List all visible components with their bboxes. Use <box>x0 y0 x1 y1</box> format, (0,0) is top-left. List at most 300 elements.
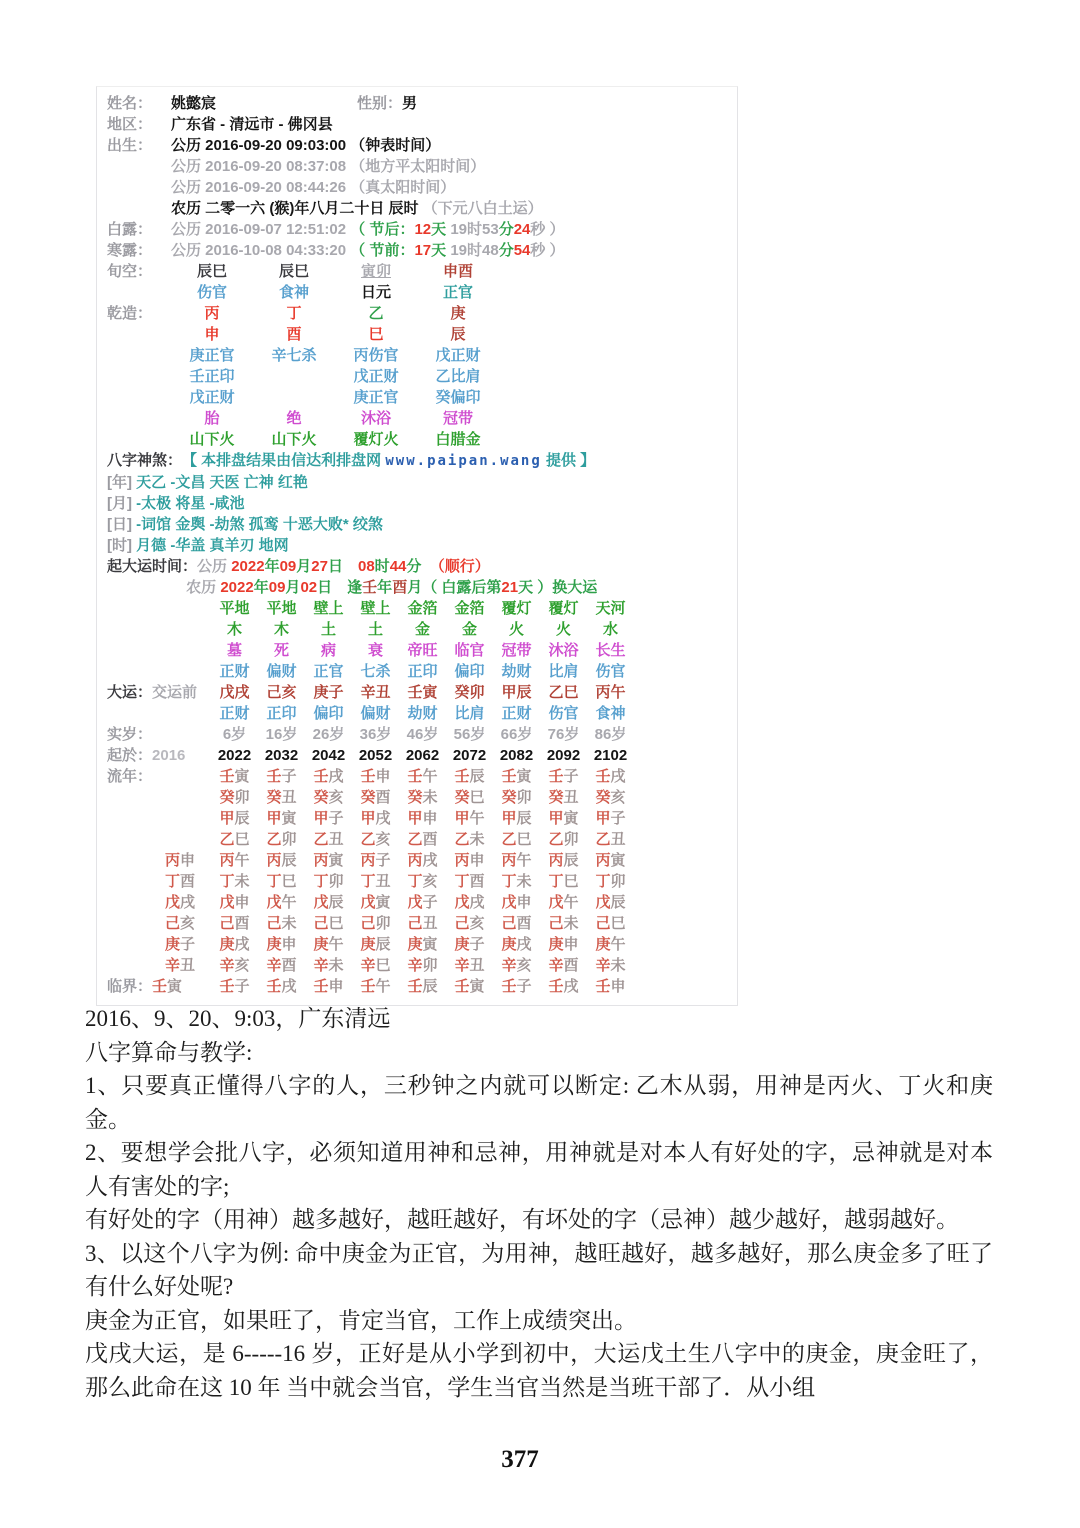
flow-year-cell <box>540 808 587 829</box>
flow-year-cell <box>540 976 587 997</box>
flow-year-stem: 乙 <box>360 831 376 848</box>
luck-nayin2-cell: 木 <box>226 621 242 638</box>
birth-line <box>107 198 737 219</box>
flow-year-stem: 丁 <box>595 873 611 890</box>
luck-nayin2-row <box>107 619 737 640</box>
luck-nayin2-cell: 金 <box>414 621 430 638</box>
flow-year-stem: 乙 <box>407 831 423 848</box>
ten-god-cell: 食神 <box>278 284 309 301</box>
flow-year-stem: 丁 <box>501 873 517 890</box>
flow-year-stem: 丁 <box>360 873 376 890</box>
flow-year-branch: 申 <box>563 936 579 953</box>
flow-year-branch: 亥 <box>179 915 195 932</box>
flow-year-stem: 乙 <box>548 831 564 848</box>
flow-year-cell <box>352 976 399 997</box>
luck-age-cell: 86岁 <box>594 726 627 743</box>
solar-term-segment: 秒 ） <box>530 242 565 259</box>
flow-year-stem: 乙 <box>454 831 470 848</box>
flow-year-cell <box>446 829 493 850</box>
flow-year-branch: 卯 <box>375 915 391 932</box>
flow-year-stem: 戊 <box>454 894 470 911</box>
flow-year-row <box>107 913 737 934</box>
luck-stage-cell: 帝旺 <box>407 642 438 659</box>
flow-year-stem: 戊 <box>407 894 423 911</box>
birth-line <box>107 135 737 156</box>
flow-year-stem: 戊 <box>219 894 235 911</box>
flow-year-branch: 亥 <box>328 789 344 806</box>
flow-year-branch: 午 <box>610 936 626 953</box>
flow-year-side-pillar <box>165 873 195 890</box>
flow-year-stem: 戊 <box>595 894 611 911</box>
solar-term-segment: 天 <box>431 242 451 259</box>
flow-year-side <box>107 976 211 997</box>
flow-year-branch: 戌 <box>469 894 485 911</box>
luck-stage-cell: 临官 <box>454 642 485 659</box>
branch-cell: 辰 <box>450 326 466 343</box>
flow-year-cell <box>587 787 634 808</box>
flow-year-branch: 戌 <box>516 936 532 953</box>
luck-nayin1-cell: 覆灯 <box>548 600 579 617</box>
solar-term-segment: 分 <box>498 221 514 238</box>
bazi-chart-panel <box>96 86 738 1006</box>
flow-year-branch: 丑 <box>469 957 485 974</box>
flow-year-cell <box>493 871 540 892</box>
dayun-start-segment: 天 ）换大运 <box>518 579 598 596</box>
flow-year-branch: 戌 <box>328 768 344 785</box>
luck-branch-god-cell: 偏印 <box>313 705 344 722</box>
flow-year-branch: 辰 <box>422 978 438 995</box>
solar-term-line <box>107 219 737 240</box>
dayun-start-block <box>107 556 737 598</box>
luck-year-cell: 2082 <box>499 747 534 764</box>
luck-pillar-cell: 甲辰 <box>501 684 532 701</box>
solar-term-segment: （ 节后： <box>350 221 415 238</box>
luck-age-label <box>107 724 211 745</box>
flow-year-stem: 壬 <box>501 978 517 995</box>
flow-year-cell <box>399 955 446 976</box>
luck-branch-god-cell: 比肩 <box>454 705 485 722</box>
natal-pillars-block <box>107 261 737 450</box>
flow-year-stem: 壬 <box>595 768 611 785</box>
dayun-start-segment: 年 <box>264 558 280 575</box>
luck-nayin1-cell: 壁上 <box>313 600 344 617</box>
luck-stage-cell: 长生 <box>595 642 626 659</box>
flow-year-branch: 戌 <box>234 936 250 953</box>
flow-year-stem: 丙 <box>501 852 517 869</box>
flow-year-cell <box>446 913 493 934</box>
flow-year-stem: 丁 <box>548 873 564 890</box>
flow-year-cell <box>493 892 540 913</box>
flow-year-branch: 巳 <box>516 831 532 848</box>
shensha-items: -词馆 金舆 -劫煞 孤鸾 十恶大败* 绞煞 <box>136 516 383 533</box>
shensha-items: 天乙 -文昌 天医 亡神 红艳 <box>136 474 308 491</box>
ten-god-row <box>107 282 737 303</box>
shensha-pillar-tag: [时] <box>107 537 137 554</box>
flow-year-stem: 乙 <box>595 831 611 848</box>
solar-term-segment: 54 <box>513 242 531 259</box>
flow-year-cell <box>587 955 634 976</box>
dayun-start-segment: （顺行） <box>429 558 490 575</box>
birth-line-note: （下元八白土运） <box>422 200 543 217</box>
flow-year-stem: 庚 <box>595 936 611 953</box>
flow-year-branch: 丑 <box>422 915 438 932</box>
flow-year-cell <box>399 766 446 787</box>
body-paragraph: 2016、9、20、9:03，广东清远 <box>85 1006 391 1031</box>
dayun-start-segment: 逢 <box>347 579 363 596</box>
flow-year-branch: 子 <box>234 978 250 995</box>
luck-branch-god-cell: 偏财 <box>360 705 391 722</box>
flow-year-stem: 己 <box>266 915 282 932</box>
flow-year-cell <box>446 955 493 976</box>
luck-pillar-table <box>107 598 737 766</box>
luck-stage-cell: 死 <box>273 642 289 659</box>
dayun-start-segment: 02 <box>300 579 318 596</box>
flow-year-branch: 辰 <box>516 810 532 827</box>
flow-year-branch: 巳 <box>375 957 391 974</box>
luck-branch-god-cell: 劫财 <box>407 705 438 722</box>
hidden-stem-cell: 庚正官 <box>353 389 399 406</box>
birth-line-text: 公历 2016-09-20 08:44:26 （真太阳时间） <box>171 179 456 196</box>
xunkong-row <box>107 261 737 282</box>
flow-year-row <box>107 871 737 892</box>
solar-term-segment: （ 节前： <box>350 242 415 259</box>
flow-year-branch: 亥 <box>375 831 391 848</box>
luck-year-cell: 2042 <box>311 747 346 764</box>
shensha-pillar-tag: [年] <box>107 474 137 491</box>
flow-year-cell <box>446 787 493 808</box>
hidden-stem-row <box>107 366 737 387</box>
flow-year-branch: 酉 <box>516 915 532 932</box>
solar-term-segment: 天 <box>431 221 451 238</box>
dayun-start-line <box>107 577 737 598</box>
flow-year-stem: 丙 <box>595 852 611 869</box>
flow-year-branch: 巳 <box>281 873 297 890</box>
dayun-start-segment: 月 <box>285 579 301 596</box>
stem-cell: 乙 <box>368 305 384 322</box>
flow-year-branch: 酉 <box>281 957 297 974</box>
shensha-row <box>107 472 737 493</box>
flow-year-row <box>107 850 737 871</box>
flow-year-cell <box>446 892 493 913</box>
flow-year-cell <box>305 934 352 955</box>
flow-year-stem: 壬 <box>501 768 517 785</box>
flow-year-cell <box>352 808 399 829</box>
flow-year-stem: 壬 <box>313 978 329 995</box>
flow-year-branch: 寅 <box>422 936 438 953</box>
flow-year-table <box>107 766 737 997</box>
flow-year-cell <box>493 829 540 850</box>
flow-year-stem: 戊 <box>548 894 564 911</box>
shensha-label: 八字神煞： <box>107 452 183 469</box>
flow-year-branch: 子 <box>179 936 195 953</box>
luck-branch-god-cell: 正财 <box>219 705 250 722</box>
flow-year-cell <box>446 871 493 892</box>
flow-year-row <box>107 808 737 829</box>
body-paragraph: 1、只要真正懂得八字的人，三秒钟之内就可以断定: 乙木从弱，用神是丙火、丁火和庚金。 <box>85 1073 993 1132</box>
flow-year-stem: 丙 <box>164 852 180 869</box>
flow-year-stem: 辛 <box>360 957 376 974</box>
body-paragraph: 3、以这个八字为例: 命中庚金为正官，为用神，越旺越好，越多越好，那么庚金多了旺了有什么好处呢? <box>85 1240 993 1299</box>
branch-cell: 酉 <box>286 326 302 343</box>
flow-year-cell <box>587 829 634 850</box>
flow-year-branch: 戌 <box>422 852 438 869</box>
flow-year-cell <box>493 955 540 976</box>
flow-year-branch: 辰 <box>234 810 250 827</box>
xunkong-cell: 辰巳 <box>278 263 309 280</box>
flow-year-stem: 己 <box>407 915 423 932</box>
dayun-start-segment: 月 <box>296 558 312 575</box>
age-label: 实岁： <box>107 726 153 743</box>
flow-year-stem: 壬 <box>548 978 564 995</box>
flow-year-branch: 子 <box>328 810 344 827</box>
flow-year-stem: 壬 <box>407 978 423 995</box>
flow-year-cell <box>211 955 258 976</box>
region-value: 广东省 - 清远市 - 佛冈县 <box>171 116 333 133</box>
flow-year-cell <box>211 766 258 787</box>
solar-term-segment: 19时 <box>450 221 482 238</box>
flow-year-branch: 丑 <box>563 789 579 806</box>
solar-term-segment: 公历 2016-09-07 12:51:02 <box>171 221 351 238</box>
flow-year-branch: 丑 <box>328 831 344 848</box>
stem-cell: 丙 <box>204 305 220 322</box>
body-paragraph: 戊戌大运，是 6-----16 岁，正好是从小学到初中，大运戊土生八字中的庚金，庚金旺了，那么此命在这 10 年 当中就会当官，学生当官当然是当班干部了．从小组 <box>85 1341 993 1400</box>
flow-year-cell <box>493 850 540 871</box>
flow-year-cell <box>540 892 587 913</box>
hidden-stem-cell: 癸偏印 <box>435 389 481 406</box>
hidden-stem-cell: 戊正财 <box>435 347 481 364</box>
stem-cell: 庚 <box>450 305 466 322</box>
nayin-cell: 白腊金 <box>435 431 481 448</box>
flow-year-branch: 辰 <box>563 852 579 869</box>
luck-pillar-cell: 辛丑 <box>360 684 391 701</box>
flow-year-cell <box>540 850 587 871</box>
linjie-label: 临界： <box>107 978 153 995</box>
dayun-start-segment: 月（ 白露后第 <box>407 579 502 596</box>
dayun-start-segment: 酉 <box>392 579 408 596</box>
flow-year-cell <box>399 934 446 955</box>
dayun-start-segment: 时 <box>374 558 390 575</box>
flow-year-side-pillar <box>165 957 195 974</box>
flow-year-stem: 壬 <box>266 768 282 785</box>
flow-year-cell <box>587 934 634 955</box>
flow-year-stem: 丙 <box>454 852 470 869</box>
name-label: 姓名： <box>107 95 153 112</box>
luck-age-cell: 6岁 <box>222 726 247 743</box>
flow-year-branch: 戌 <box>281 978 297 995</box>
hidden-stem-cell: 乙比肩 <box>435 368 481 385</box>
luck-age-cell: 76岁 <box>547 726 580 743</box>
flow-year-cell <box>305 850 352 871</box>
flow-year-side-pillar <box>165 894 195 911</box>
flow-year-branch: 寅 <box>167 978 183 995</box>
flow-year-branch: 巳 <box>234 831 250 848</box>
flow-year-branch: 午 <box>563 894 579 911</box>
flow-year-stem: 戊 <box>266 894 282 911</box>
luck-pillar-cell: 己亥 <box>266 684 297 701</box>
flow-year-stem: 丁 <box>219 873 235 890</box>
flow-year-stem: 壬 <box>219 978 235 995</box>
flow-year-stem: 壬 <box>152 978 168 995</box>
flow-year-stem: 甲 <box>501 810 517 827</box>
flow-year-row <box>107 955 737 976</box>
flow-year-row <box>107 934 737 955</box>
spacer <box>107 577 186 598</box>
flow-year-cell <box>305 766 352 787</box>
flow-year-cell <box>540 829 587 850</box>
flow-year-cell <box>258 976 305 997</box>
luck-pillar-cell: 戊戌 <box>219 684 250 701</box>
flow-year-branch: 卯 <box>281 831 297 848</box>
flow-year-stem: 乙 <box>219 831 235 848</box>
luck-pillar-row <box>107 682 737 703</box>
flow-year-cell <box>446 850 493 871</box>
flow-year-branch: 巳 <box>469 789 485 806</box>
flow-year-stem: 癸 <box>407 789 423 806</box>
flow-year-cell <box>305 892 352 913</box>
luck-branch-god-cell: 正财 <box>501 705 532 722</box>
flow-year-branch: 丑 <box>375 873 391 890</box>
flow-year-cell <box>399 808 446 829</box>
stage-cell: 冠带 <box>442 410 473 427</box>
solar-term-block <box>107 219 737 261</box>
flow-year-cell <box>352 787 399 808</box>
luck-stem-god-cell: 七杀 <box>360 663 391 680</box>
flow-year-stem: 丁 <box>266 873 282 890</box>
luck-nayin2-cell: 火 <box>508 621 524 638</box>
xunkong-cell: 申酉 <box>442 263 473 280</box>
start-label: 起於： <box>107 747 153 764</box>
flow-year-stem: 丁 <box>454 873 470 890</box>
flow-year-stem: 甲 <box>595 810 611 827</box>
luck-stage-cell: 衰 <box>367 642 383 659</box>
flow-year-stem: 癸 <box>360 789 376 806</box>
flow-year-cell <box>540 871 587 892</box>
luck-pillar-cell: 壬寅 <box>407 684 438 701</box>
flow-year-side <box>107 955 211 976</box>
flow-year-stem: 癸 <box>313 789 329 806</box>
flow-year-side <box>107 913 211 934</box>
solar-term-segment: 秒 ） <box>530 221 565 238</box>
flow-year-branch: 子 <box>563 768 579 785</box>
body-paragraph: 有好处的字（用神）越多越好，越旺越好，有坏处的字（忌神）越少越好，越弱越好。 <box>85 1207 959 1232</box>
luck-stage-row <box>107 640 737 661</box>
flow-year-stem: 丙 <box>219 852 235 869</box>
luck-branch-god-cell: 伤官 <box>548 705 579 722</box>
luck-branch-god-cell: 正印 <box>266 705 297 722</box>
flow-year-branch: 辰 <box>469 768 485 785</box>
luck-year-cell: 2102 <box>593 747 628 764</box>
luck-stem-god-cell: 伤官 <box>595 663 626 680</box>
flow-year-cell <box>587 871 634 892</box>
flow-year-branch: 未 <box>610 957 626 974</box>
flow-year-cell <box>258 913 305 934</box>
shensha-items: 月德 -华盖 真羊刃 地网 <box>136 537 289 554</box>
flow-year-branch: 戌 <box>563 978 579 995</box>
dayun-start-segment: 2022 <box>231 558 265 575</box>
flow-year-branch: 子 <box>281 768 297 785</box>
flow-year-stem: 甲 <box>407 810 423 827</box>
flow-year-stem: 壬 <box>360 768 376 785</box>
flow-year-stem: 庚 <box>164 936 180 953</box>
flow-year-stem: 甲 <box>266 810 282 827</box>
flow-year-cell <box>258 934 305 955</box>
flow-year-cell <box>540 955 587 976</box>
flow-year-stem: 壬 <box>454 768 470 785</box>
flow-year-branch: 亥 <box>469 915 485 932</box>
flow-year-cell <box>587 913 634 934</box>
luck-stem-god-cell: 偏印 <box>454 663 485 680</box>
region-row <box>107 114 737 135</box>
flow-year-branch: 酉 <box>422 831 438 848</box>
flow-year-branch: 酉 <box>375 789 391 806</box>
flow-year-stem: 壬 <box>454 978 470 995</box>
flow-year-stem: 辛 <box>266 957 282 974</box>
solar-term-segment: 24 <box>513 221 531 238</box>
shensha-row <box>107 493 737 514</box>
flow-year-cell <box>493 976 540 997</box>
luck-stem-god-row <box>107 661 737 682</box>
flow-year-cell <box>211 976 258 997</box>
luck-nayin1-cell: 覆灯 <box>501 600 532 617</box>
nayin-cell: 山下火 <box>189 431 235 448</box>
flow-year-stem: 癸 <box>219 789 235 806</box>
flow-year-branch: 未 <box>234 873 250 890</box>
flow-year-branch: 午 <box>281 894 297 911</box>
flow-year-stem: 辛 <box>407 957 423 974</box>
luck-branch-god-row <box>107 703 737 724</box>
flow-year-stem: 甲 <box>219 810 235 827</box>
dayun-start-segment: 公历 <box>197 558 232 575</box>
flow-year-cell <box>258 766 305 787</box>
flow-year-cell <box>540 787 587 808</box>
dayun-start-segment: 分 <box>406 558 430 575</box>
luck-stage-cell: 沐浴 <box>548 642 579 659</box>
branch-cell: 巳 <box>368 326 384 343</box>
luck-nayin2-cell: 土 <box>320 621 336 638</box>
flow-year-row <box>107 829 737 850</box>
flow-year-side <box>107 850 211 871</box>
flow-year-cell <box>352 892 399 913</box>
birth-line-text: 公历 2016-09-20 08:37:08 （地方平太阳时间） <box>171 158 486 175</box>
dayun-start-segment: 27 <box>311 558 328 575</box>
dayun-start-segment: 44 <box>389 558 407 575</box>
liunian-label: 流年： <box>107 768 153 785</box>
flow-year-branch: 酉 <box>179 873 195 890</box>
flow-year-branch: 辰 <box>375 936 391 953</box>
stem-cell: 丁 <box>286 305 302 322</box>
flow-year-side-pillar <box>152 978 182 995</box>
flow-year-stem: 壬 <box>548 768 564 785</box>
flow-year-branch: 巳 <box>563 873 579 890</box>
flow-year-side-pillar <box>165 915 195 932</box>
flow-year-branch: 寅 <box>610 852 626 869</box>
luck-year-row <box>107 745 737 766</box>
dayun-start-segment: 日 <box>327 558 358 575</box>
ten-god-cell: 正官 <box>442 284 473 301</box>
flow-year-branch: 子 <box>469 936 485 953</box>
dayun-start-segment: 农历 <box>186 579 221 596</box>
flow-year-stem: 甲 <box>548 810 564 827</box>
flow-year-branch: 亥 <box>234 957 250 974</box>
hidden-stem-cell: 戊正财 <box>353 368 399 385</box>
flow-year-stem: 庚 <box>407 936 423 953</box>
flow-year-stem: 戊 <box>164 894 180 911</box>
flow-year-branch: 申 <box>281 936 297 953</box>
body-paragraph: 八字算命与教学: <box>85 1039 253 1065</box>
flow-year-side <box>107 892 211 913</box>
flow-year-side <box>107 871 211 892</box>
flow-year-cell <box>305 871 352 892</box>
